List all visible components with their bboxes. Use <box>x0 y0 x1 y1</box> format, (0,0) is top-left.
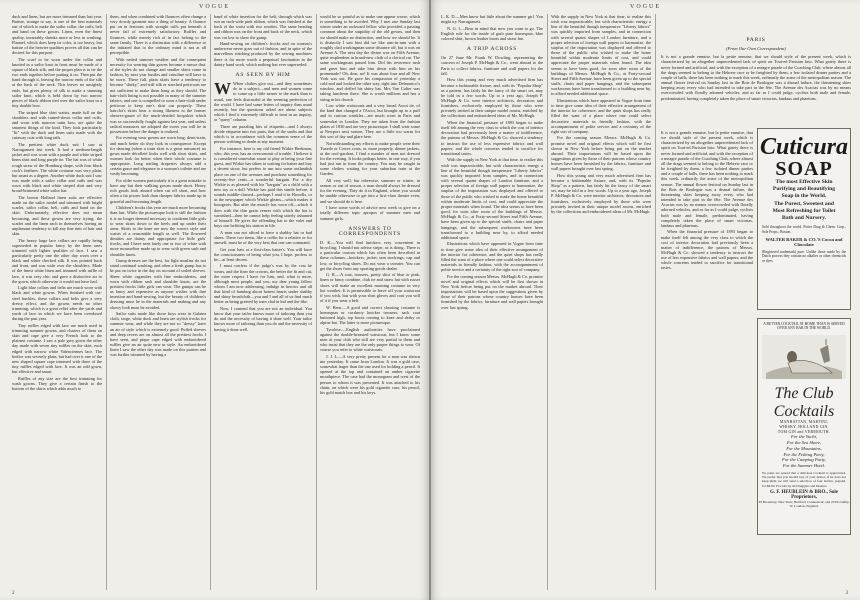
column-1 <box>12 14 102 393</box>
ad-line: For the Yacht, <box>791 434 817 440</box>
running-head: VOGUE <box>630 4 661 10</box>
paragraph: There are puzzling bits of etiquette—and I always divide etiquette into two parts, that of the snobs and that which is in accordance with the common sense of the person writhing in doubt at any moment. <box>214 123 312 145</box>
paragraph: Low white waistcoats and a very broad Ascot tie, of the kind that changed a l'Ascot, but brought up to a puff and in curious wrinkles—are much worn in Paris and somewhat in London. They are taken from the fashion plates of 1830 and are very picturesque. I shall wear some at Newport next season. They are a little too warm for this sort of day and glare here. <box>320 103 420 139</box>
column-rule <box>547 14 548 590</box>
column-2 <box>551 14 651 216</box>
paragraph: Hand-sewing on children's frocks and on women's underwear never goes out of fashion, and in spite of the marvellous stitching produced by the sewing machines there is far more worth a perpetual fascination in the dainty hand work, which nothing has ever superseded. <box>214 41 312 67</box>
club-cocktails-advertisement <box>757 318 851 535</box>
walter-baker-small-print: (Registered trademark) pure. Unlike those made by the Dutch process they contain no alkalies or other chemicals or dyes. <box>762 250 846 263</box>
ad-small-print: No pains are spared that a delicious Cocktail is appreciated. We prefer that you should buy of your dealer; if he does not keep them we will send a selection of four bottles, prepaid, for $6.00. For sale by all Druggists and Dealers. <box>762 470 846 488</box>
column-rule <box>655 14 656 590</box>
paris-subheading: (From Our Own Correspondent) <box>725 46 786 52</box>
paragraph: On 27 June Mr. Frank W. Dowling, representing the concern of Joseph P. McHugh & Co., went abroad to the Paris to collect fabrics, furniture and wall papers for the fall. <box>441 55 543 76</box>
paragraph: Notwithstanding my efforts to make people wear their Tuxedo or Cowes coats, or, more properly, dinner jackets, at the roof-gardens, I find a number of men not dressed for the evening. It looks perhaps better, in one way, if you had just run in from the country. You may be caught in some clothes waiting for your suburban train at the Garden. <box>320 140 420 177</box>
column-rule <box>106 14 107 590</box>
ad-line: Soap in the World. <box>781 193 827 200</box>
paragraph: Tiny ruffles edged with lace are much used in trimming summer gowns, and clusters of them on skirt and cape give a very French look to the plainest costume. I saw a pale grey gown the other day made with seven tiny ruffles on the skirt, each edged with narrow white Valenciennes lace. The bodice was severely plain, but had over it one of the new shaped square cape trimmed with three of the tiny ruffles edged with lace. It was an odd gown, but effective and smart. <box>12 322 102 375</box>
paragraph: The heavy large lace collars are rapidly being superseded in popular fancy by the linen ones trimmed with lighter qualities of lace. I saw a particularly pretty one the other day worn over a black and white checked silk. It was pointed back and front, and was wide over the shoulders. Made of the finest white linen and trimmed with ruffle of lace, it was very chic and gave a distinctive air to the gown, which otherwise it would not have had. <box>12 237 102 284</box>
paragraph: When the financial pressure of 1893 began to make itself felt among the very class to which the cost of interior decoration had previously been a matter of indifference, the patrons of Messrs. McHugh & Co. showed a tendency to instruct the use of less expensive fabrics and wall papers; and the whole concerns tended to sacrifice for transitional tastes. <box>661 229 753 271</box>
cuticura-soap-advertisement <box>757 128 851 310</box>
paragraph-text: When clothes give out—and they sometimes do in a subject—and men and women come to come up a little nearer to the mark than is usual, one feels distrustful at the seeming perfection of the world. I have had some letters of inquiry than usual recently, but the questions asked are about subjects which I find it extremely difficult to treat in an inquiry, or "query" column. <box>214 81 312 123</box>
paragraph: It is not a grande ennuise, but la petite ennuise, that we should style of the present week, which is characterized by an altogether unprecedented lack of spirit on Tout-ed Parisian brio. What gaiety there is never formed and artificial, and with the exception of a meagre parade of the Coaching Club, where almost all the drags seemed to belong to the Hebrew race or be freighted by them, a few isolated dinner parties and a couple of balls, there has been nothing to mark this week, ordinarily the acme of the metropolitan season. The annual flower festival on Sunday last in the Bois de Boulogne was a dismal failure, the threatening skies keeping away every who had intended to take part in the fête. The Avenue des Acacias was by no means overcrowded with florally adorned vehicles, and as far as I could judge, cyclists both male and female, predominated, having completely taken the place of smart victorias, landaus and phaetons. <box>661 130 753 228</box>
right-page <box>431 0 860 600</box>
answer: J. J. L.—A very pretty present for a man was shown me yesterday. It came from London. It was a gold case, somewhat larger than the one used for holding a pencil. It opened at the top and contained an amber cigarette mouthpiece. The case had the monogram and crest of the person to whom it was presented. It was attached to his chain, on which were his gold cigarette case, his pencil, his gold match box and his keys. <box>320 353 420 395</box>
ad-line: MANHATTAN, MARTINI, <box>779 420 829 425</box>
page-number: 2 <box>12 591 15 596</box>
paragraph <box>214 81 312 122</box>
answer: L. K. D.—Men know but little about the summer girl. You might try Narragansett. <box>441 14 543 25</box>
running-head: VOGUE <box>199 4 230 10</box>
paragraph: For instance, here is my old friend Wirkie Beekman, who, this year, has an overcommit of trouble. I believe it is considered somewhat smart to play at being your fine guest, and Wirkie has taken to waiting for hatter and buy a decent straw, but prefers to run into some outlandish place on one of the avenues and purchase something for seventy-five cents—a wonderful bargain. For a dry Wirkie is as pleased with his "bargain" as a child with a new toy or a doll. Wirkie has paid this simile before, it sounds middle-classed—perhaps I read it in Howells, or in the newspaper which Wirkie gleans—which makes it bourgeois. But after the muscle has worn off—which it does with the thin grain veneer with which the hat is varnished—then he cannot help feeling utterly ashamed of himself. He gives the offending hat to the valet and buys one befitting his station in life. <box>214 145 312 229</box>
section-heading-answers: ANSWERS TO CORRESPONDENTS <box>338 225 402 237</box>
column-rule <box>316 14 317 590</box>
paragraph: Sailor suits made like those boys wear in Galatea cloth, serge, white duck and linen are stylish frocks for summer wear, and while they are not so "dressy" have an air of style which is extremely good. Puffed sleeves and deep revers are on almost all the prettiest frocks I have seen, and pique cape edged with embroidered ruffles give an air quite new in style. An embroidered linen I saw the other day was made on this pattern and was further trimmed by having a <box>110 311 206 358</box>
ad-line: Bath and Nursery. <box>782 215 826 222</box>
paragraph: For older women particularly it is a great mistake to have any but their walking gowns made short. Heavy rich goods look absurd when cut off short, and how often a far poorer look than cheaper fabrics made up in graceful and becoming length. <box>110 178 206 204</box>
answer: N. G. I.—Bear in mind that now you want to go. The English rule for the inside of garb pure homespun, blue colored shirt, brown leather boots and straw hat. <box>441 25 543 42</box>
paragraph: The brown Holland linen suits are effective made on the sailor model and trimmed with bright scarlet, sailor collar, belt, cuffs and band on the skirt. Unfortunately, effective does not mean becoming, and these gowns are very trying; the scarlet and the linen each in themselves having an unpleasant tendency to kill any fine tints of hair and skin. <box>12 194 102 236</box>
column-4 <box>320 14 420 396</box>
paragraph: How this young and very much advertised firm has become a fashionable fixture, and, with its "Popular Shop" as a pattern, has fairly hit the fancy of the smart set, may be told in a few words. Up to a year ago, Joseph P. McHugh & Co. were interior architects, decorators and furnishers, exclusively employed by those who were privately invited in their unique model rooms, enriched by the collections and embroidered ideas of Mr. McHugh. <box>441 77 543 119</box>
section-heading-trip-across: A TRIP ACROSS <box>466 46 518 53</box>
ad-firm-name: G. F. HEUBLEIN & BRO., Sole Proprietors, <box>769 489 839 500</box>
reclining-woman-illustration <box>762 335 846 379</box>
paragraph: For the coming season Messrs. McHugh & Co. promise novel and original effects which will be first shown in New York before being put on the market abroad. Their importations will be based upon the suggestions given by those of their patrons whose country houses have been furnished by the fabrics, furniture and wall papers brought over last spring. <box>551 135 651 172</box>
paris-column <box>661 14 851 129</box>
paragraph: With netted summer weather and the consequent necessity for wearing thin gowns became a rumor that, of the styles do not change and smaller skirts come in fashion, by next year bustles and crinoline will have to be worn. These full, plain skirts have a tendency to become "slinky," and stiff silk or starched petticoats are not sufficient to make them hang as they should. The hair-cloth lining is not possible in many of the summer fabrics, and one is compelled to wear a hair-cloth under petticoat to keep one's skirt out properly. These hairclot's skirts bear a strong likeness to the former sheaves-gauze of the much-derided hoopskirt which was so successfully fought against last year, and unless radical measures are adopted the sweet you will be in possession before the danger is realized. <box>110 56 206 134</box>
left-page <box>0 0 429 600</box>
paragraph: Ruffles of any size are the best trimming for wash gowns. They give a certain finish to the bottom of the skirts which adds much to <box>12 375 102 392</box>
paragraph: The scarf to be worn under the collar and knotted in a sailor knot in front must be made of a square of black silk, and the proper plan is to tie the two ends together before putting it on. Then put the band through it, leaving the narrow ends of the silk at the back of the neck. This leaves no unsightly ends, but gives plenty of silk to make a stunning sailor knot, which is held down by two narrow pieces of black ribbon tied over the sailor knot in a tiny double bow. <box>12 56 102 109</box>
ad-line: For the Mountains, <box>786 445 822 451</box>
paragraph: All very well, but otherwise, summer or winter, in season or out of season, a man should always be dressed for the evening. They do it in England, where you would be unable otherwise to get into a first-class theatre even, and we should do it here. <box>320 178 420 204</box>
paragraph: Light blue collars and belts are much worn with black and white gowns. When finished with cut-steel buckles, these collars and belts give a very dressy effect, and the gowns needs no other trimming, which is a great relief after the yards and yards of lace in which we have been overdosed during the past year. <box>12 285 102 322</box>
paragraph: With the supply in New York at that time, to realize this wish was impracticable, but with characteristic energy a line of the beautiful though inexpensive "Liberty fabrics" was quickly imported from samples, and in connection with several quaint shapes of London furniture, and a proper selection of foreign wall papers to harmonize, the surplus of the importation was displayed and offered to those of the public who wished to make the home beautiful within moderate limits of cost, and could appreciate the proper materials when found. The idea seems to have been good, for soon after room of the buildings of Messrs. McHugh & Co., at Forty-second Street and Fifth Avenue, have been given up to the special stuffs, chairs and paper hangings, and the subsequent workrooms have been transformed to a building near by, to afford needed additional space. <box>551 14 651 97</box>
paragraph: It is not a grande ennuise, but la petite ennuise, that we should style of the present week, which is characterized by an altogether unprecedented lack of spirit on Tout-ed Parisian brio. What gaiety there is never formed and artificial, and with the exception of a meagre parade of the Coaching Club, where almost all the drags seemed to belong to the Hebrew race or be freighted by them, a few isolated dinner parties and a couple of balls, there has been nothing to mark this week, ordinarily the acme of the metropolitan season. The annual flower festival on Sunday last in the Bois de Boulogne was a dismal failure, the threatening skies keeping away every who had intended to take part in the fête. The Avenue des Acacias was by no means overcrowded with florally adorned vehicles, and as far as I could judge, cyclists both male and female, predominated, having completely taken the place of smart victorias, landaus and phaetons. <box>661 54 851 101</box>
paragraph: Illustrations which have appeared in Vogue from time to time give some idea of their effective arrangement of the interior for coherence, and the quiet shops has really filled the want of a place where one could select decorative materials in friendly fashion, with the accompaniment of polite service and a certainty of the right sort of company. <box>551 97 651 134</box>
paragraph: Gump dresses are the best, for light muslins do not stand continual washing, and often a fresh gump has to be put on twice in the day on account of soiled sleeves. Sheer white organdies with fine embroideries, and worn with ribbon sash and shoulder knots, are the prettiest frocks little girls can wear. The gumps can be as fancy and expensive as anyone wishes with fine insertion and hand-sewing, but the beauty of children's dressing must lie in the materials and making and any showy look must be avoided. <box>110 258 206 310</box>
paragraph: For the coming season Messrs. McHugh & Co. promise novel and original effects which will be first shown in New York before being put on the market abroad. Their importations will be based upon the suggestions given by those of their patrons whose country houses have been furnished by the fabrics, furniture and wall papers brought over last spring. <box>441 273 543 310</box>
page-number: 3 <box>845 591 848 596</box>
paragraph: Children's frocks this year are much more becoming than last. While the picturesque look is still the fashion it is no longer deemed necessary to condemn little girls to wear skirts down to the heels and up under their arms. Skirts to the knee are now the correct style and waists of a reasonable length as well. The flowered dimities are dainty and appropriate for little girls' frocks, and I have seen lately one or two of white with more mousseline made up to wear with green sash and shoulder knots. <box>110 205 206 257</box>
paragraph: The prettiest white duck suit I saw at Narragansett last week. It had a medium-length jacket and was worn with a purple and white striped linen shirt and long purple tie. The hat was of white rough straw of the Homburg shape, with four black cock's feathers. The white costume was very plain, but smart as a degree. Another white duck suit I saw was made with a sailor collar and cuffs and was worn with black and white striped shirt and very broad-brimmed white sailor hat. <box>12 141 102 194</box>
ad-line: For the Fishing Party, <box>783 451 825 457</box>
ad-line: Most Refreshing for Toilet <box>772 207 836 214</box>
answer: W. Bern.—A good and correct shooting costume is homespun or corduroy knicker trousers, sack coat buttoned high, top boots coming to knee and derby or alpine hat. The latter is more picturesque. <box>320 304 420 326</box>
ad-line: For the Sea Shore, <box>786 439 822 445</box>
ad-line: The most Effective Skin <box>775 179 833 185</box>
paragraph: them, and when combined with flounces often change a very dowdy garment into a thing of beauty. A flounce put on in festoons with straight ruffs put beneath it never fail of extremely satisfactory. Ruffles and flounces, while merely rich of in fact belong to the same family. There is a distinction with a difference to the initiated that to the ordinary mind is not at all perceptible. <box>110 14 206 56</box>
column-3 <box>214 14 312 333</box>
paragraph: The striped blue shirt waists, made full on the shoulders and with turned-down collar and cuffs, and worn with maroon satin bow, are quite the smartest things of the kind. They look particularly "fit" with the duck and linen suits made with the cutaway coat with long tails. <box>12 109 102 141</box>
ad-line: For the Camping Party, <box>782 457 826 463</box>
paragraph: For evening wear gowns are worn long, demi-train, and much better do they look in consequence. Except for dancing (when a train skirt is a great nuisance) no gown made décolleté looks well with short skirts, and women look far better when their whole costume is appropriate. Long trailing draperies always add a certain grace and elegance to a woman's toilette and are vastly becoming. <box>110 135 206 177</box>
paragraph: Illustrations which have appeared in Vogue from time to time give some idea of their effective arrangement of the interior for coherence, and the quiet shops has really filled the want of a place where one could select decorative materials in friendly fashion, with the accompaniment of polite service and a certainty of the right sort of company. <box>441 241 543 273</box>
paragraph: Now, I contend that you are not an individual. You know that your tailor knows more of tailoring than you do and the necessity of having it done well. Your tailor knows more of tailoring than you do and the necessity of having it done well. <box>214 306 312 332</box>
paragraph: When the financial pressure of 1893 began to make itself felt among the very class to which the cost of interior decoration had previously been a matter of indifference, the patrons of Messrs. McHugh & Co. showed a tendency to instruct the use of less expensive fabrics and wall papers; and the whole concerns tended to sacrifice for transitional tastes. <box>441 119 543 156</box>
paragraph: would be so painful as to make one appear worse, which is something to be avoided. Why, I met one Sunday last winter under an awkward fellow who provided a passing cornmon about the stupidity of the old gowns, and then we should make no distinction, and how we should be. It is distinctly I saw him did we like arm-in-arm with a roughly clad workingman some distance off, but it was on Avenue A. The next day the divine was on Fifth Avenue, quite resplendent in brand-new cloth of a clerical cut. The same workingman passed him. Did his reverence rush and greet him and take him down with him on his promenade? Oh, dear, no! It was about four and all New York was out. He gave his compassion of yesterday a cold nod and looked the other way, right into Delmonico's window, and doffed his shiny hat. Mrs Van Culter was taking luncheon there. She is worth millions and has a string in his church. <box>320 14 420 102</box>
walter-baker-headline: WALTER BAKER & CO.'S Cocoa and Chocolate <box>765 237 843 248</box>
ad-line: WHISKY, HOLLAND GIN, <box>779 425 829 429</box>
paragraph: I must confess if the judge's was by the cost he wears, and the finer the crowns, the better the fit and cut, the more respect I have for him, and, what is more, although most people, and you, my dear young fellow whom I am now addressing, indulge in heroics and all that kind of humbug about honest hearts under shabby and shiny broadcloth—you and I and all of us find much better as being greeted by men clad in kid and the like. <box>214 263 312 305</box>
club-title-line-2: Cocktails <box>773 403 835 421</box>
section-heading-as-seen-by-him: AS SEEN BY HIM <box>235 71 291 78</box>
column-rule <box>210 14 211 590</box>
cuticura-logo: Cuticura <box>759 134 849 160</box>
paragraph: duck and linen, but are more trimmed than last year. Batiste, strange to say, is one of the best materials out of which to make the sailor collar, the cuffs, belt and band on these gowns. Linen, even the finest quality, invariably shrinks more or less in washing. Flannel, which does keep its color, is too heavy, but batiste of the heavier qualities proves all that can be desired for this purpose. <box>12 14 102 56</box>
answer: D. K.—You will find knickers very convenient in bicycling; I should not advise stripe, as is doing. There is a particular custom which has often been described in these columns—knickers, jacket, tam stockings, cap and low, or bicycling shoes. Do not wear a sweater. You can get the shoes from any sporting goods dealer. <box>320 239 420 271</box>
section-heading-paris: PARIS <box>746 37 766 43</box>
paragraph: A man can not afford to have a shabby hat or bad shoes. These two items, like a coffin for a relative or for oneself, must be of the very best that one can command. <box>214 229 312 245</box>
answer: Tyrolese.—English authorities have proclaimed against the double-breasted waistcoat, but I know some men at your club who still are very partial to them and who insist that they are the only proper things to wear. Of course you refer to white waistcoats. <box>320 326 420 353</box>
club-title-line-1: The Club <box>774 385 834 403</box>
paragraph: With the supply in New York at that time, to realize this wish was impracticable, but with characteristic energy a line of the beautiful though inexpensive "Liberty fabrics" was quickly imported from samples, and in connection with several quaint shapes of London furniture, and a proper selection of foreign wall papers to harmonize, the surplus of the importation was displayed and offered to those of the public who wished to make the home beautiful within moderate limits of cost, and could appreciate the proper materials when found. The idea seems to have been good, for soon after room of the buildings of Messrs. McHugh & Co., at Forty-second Street and Fifth Avenue, have been given up to the special stuffs, chairs and paper hangings, and the subsequent workrooms have been transformed to a building near by, to afford needed additional space. <box>441 157 543 240</box>
paragraph: Get your hats at a first-class hatter's. You will have the consciousness of being what you, I hope, profess to be—at least decent. <box>214 246 312 262</box>
ad-line: For the Summer Hotel. <box>782 463 826 469</box>
paragraph: I have some words of advice next week to give on a totally different topic apropos of summer men and summer girls. <box>320 205 420 221</box>
column-3-lower <box>661 130 753 550</box>
ad-line: TOM GIN and VERMOUTH. <box>777 429 831 434</box>
ad-address: 39 Broadway, New York; Hartford, Connecticut; and 20 Piccadilly, W. London, England. <box>758 499 850 508</box>
ad-small-print: Sold throughout the world. Potter Drug & Chem. Corp., Sole Props., Boston. <box>762 225 846 234</box>
drop-cap: W <box>214 79 231 99</box>
ad-top-line: A BETTER COCKTAIL AT HOME THAN IS SERVED OVER ANY BAR IN THE WORLD. <box>763 322 845 331</box>
ad-line: Purifying and Beautifying <box>772 186 836 193</box>
column-2 <box>110 14 206 359</box>
ad-line: The Purest, Sweetest and <box>774 200 834 207</box>
soap-wordmark: SOAP <box>775 158 833 180</box>
paragraph: How this young and very much advertised firm has become a fashionable fixture, and, with its "Popular Shop" as a pattern, has fairly hit the fancy of the smart set, may be told in a few words. Up to a year ago, Joseph P. McHugh & Co. were interior architects, decorators and furnishers, exclusively employed by those who were privately invited in their unique model rooms, enriched by the collections and embroidered ideas of Mr. McHugh. <box>551 172 651 214</box>
answer: G. R.—A coat, trousers, pretty shirt of blue or pink, linen or fancy combine, club tie and straw hat with russet shoes will make an excellent morning costume in very hot weather. It is permissible to leave off your waistcoat if you wish, but with your shirt gloves and coat you will of it if you wear a belt. <box>320 272 420 304</box>
paragraph: band of white insertion for the belt, through which was run an inch-wide pink ribbon, which was finished at the back of the waist with two rosettes. The same beading and ribbon was on the front and back of the neck, which was cut low to show the gump. <box>214 14 312 40</box>
column-1 <box>441 14 543 589</box>
